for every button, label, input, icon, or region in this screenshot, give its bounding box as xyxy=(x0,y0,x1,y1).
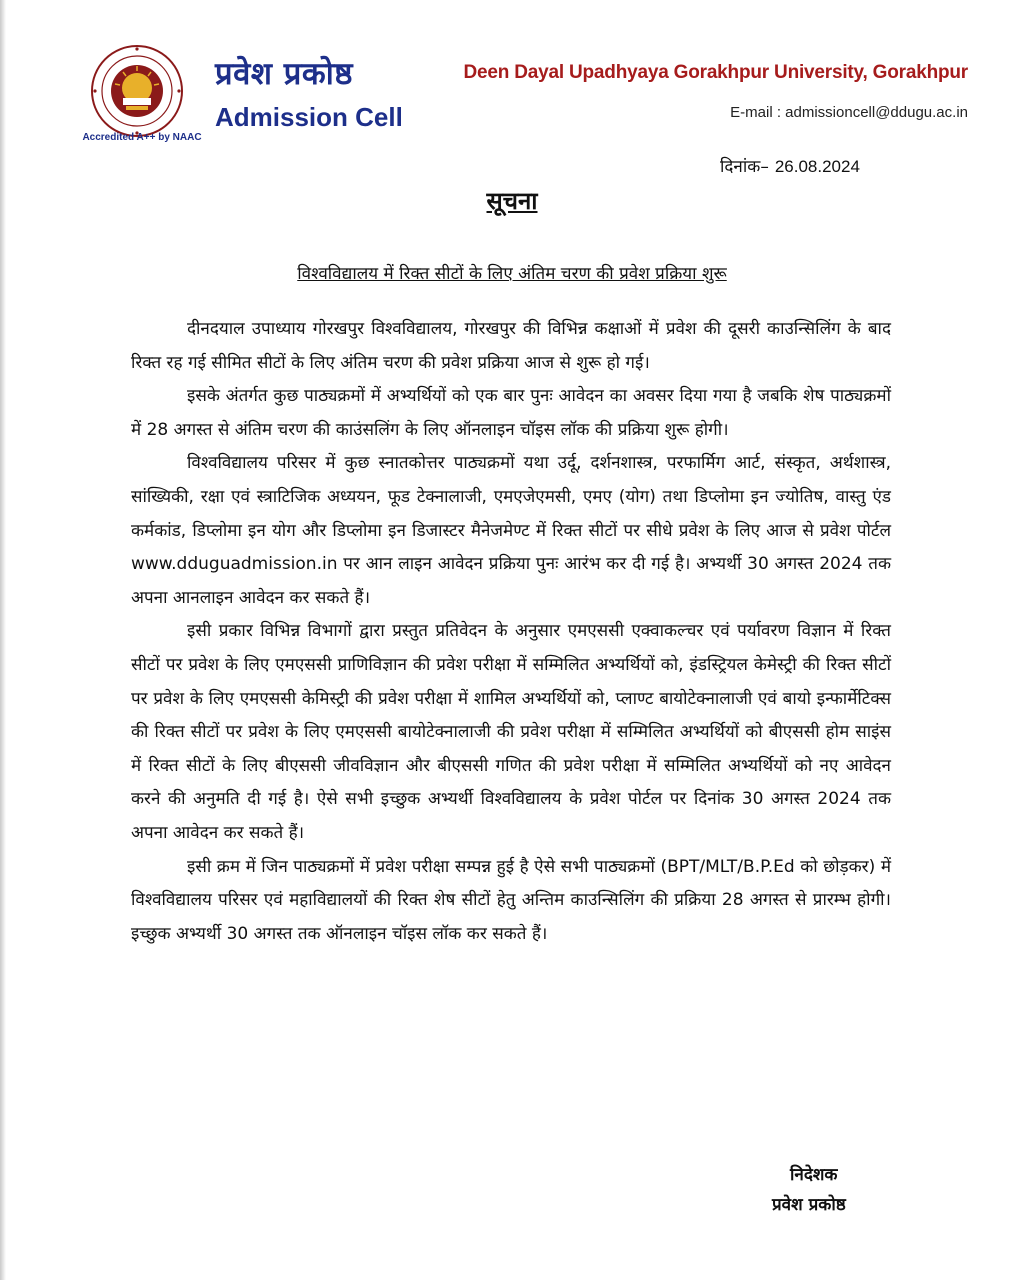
university-name: Deen Dayal Upadhyaya Gorakhpur University, Gorakhpur xyxy=(463,62,968,83)
notice-title: सूचना xyxy=(486,187,538,215)
notice-date xyxy=(720,154,860,177)
paragraph: दीनदयाल उपाध्याय गोरखपुर विश्वविद्यालय, गोरखपुर की विभिन्न कक्षाओं में प्रवेश की दूसरी काउन्सिलिंग के बाद रिक्त रह गई सीमित सीटों के लिए अंतिम चरण की प्रवेश प्रक्रिया आज से शुरू हो गई। xyxy=(131,319,891,373)
paragraph: इसी क्रम में जिन पाठ्यक्रमों में प्रवेश परीक्षा सम्पन्न हुई है ऐसे सभी पाठ्यक्रमों (BPT/MLT/B.P.Ed को छोड़कर) में विश्वविद्यालय परिसर एवं महाविद्यालयों की रिक्त शेष सीटों हेतु अन्तिम काउन्सिलिंग की प्रक्रिया 28 अगस्त से प्रारम्भ होगी। इच्छुक अभ्यर्थी 30 अगस्त तक ऑनलाइन चॉइस लॉक कर सकते हैं। xyxy=(131,856,891,944)
notice-subject: विश्वविद्यालय में रिक्त सीटों के लिए अंतिम चरण की प्रवेश प्रक्रिया शुरू xyxy=(297,264,727,284)
office-title-hindi: प्रवेश प्रकोष्ठ xyxy=(215,56,353,92)
contact-email: E-mail : admissioncell@ddugu.ac.in xyxy=(730,104,968,121)
paragraph: इसी प्रकार विभिन्न विभागों द्वारा प्रस्तुत प्रतिवेदन के अनुसार एमएससी एक्वाकल्चर एवं पर्यावरण विज्ञान में रिक्त सीटों पर प्रवेश के लिए एमएससी प्राणिविज्ञान की प्रवेश परीक्षा में सम्मिलित अभ्यर्थियों को, इंडस्ट्रियल केमेस्ट्री की रिक्त सीटों पर प्रवेश के लिए एमएससी केमिस्ट्री की प्रवेश परीक्षा में शामिल अभ्यर्थियों को, प्लाण्ट बायोटेक्नालाजी एवं बायो इन्फार्मेटिक्स की रिक्त सीटों पर प्रवेश के लिए एमएससी बायोटेक्नालाजी की प्रवेश परीक्षा में सम्मिलित अभ्यर्थियों को बीएससी होम साइंस में रिक्त सीटों के लिए बीएससी जीवविज्ञान और बीएससी गणित की प्रवेश परीक्षा में सम्मिलित अभ्यर्थियों को नए आवेदन करने की अनुमति दी गई है। ऐसे सभी इच्छुक अभ्यर्थी विश्वविद्यालय के प्रवेश पोर्टल पर दिनांक 30 अगस्त 2024 तक अपना आवेदन कर सकते हैं। xyxy=(131,621,891,843)
date-label: दिनांक– xyxy=(720,157,769,177)
signature-block xyxy=(772,1160,846,1220)
university-logo-icon xyxy=(90,44,184,138)
date-value: 26.08.2024 xyxy=(774,157,860,176)
office-title-english: Admission Cell xyxy=(215,102,403,132)
notice-body xyxy=(131,313,891,951)
signatory-designation: निदेशक xyxy=(790,1165,838,1185)
naac-accreditation: Accredited A++ by NAAC xyxy=(82,132,202,143)
signatory-office: प्रवेश प्रकोष्ठ xyxy=(772,1195,846,1215)
paragraph: विश्वविद्यालय परिसर में कुछ स्नातकोत्तर पाठ्यक्रमों यथा उर्दू, दर्शनशास्त्र, परफार्मिग आर्ट, संस्कृत, अर्थशास्त्र, सांख्यिकी, रक्षा एवं स्त्राटिजिक अध्ययन, फूड टेक्नालाजी, एमएजेएमसी, एमए (योग) तथा डिप्लोमा इन ज्योतिष, वास्तु एंड कर्मकांड, डिप्लोमा इन योग और डिप्लोमा इन डिजास्टर मैनेजमेण्ट में रिक्त सीटों पर सीधे प्रवेश के लिए आज से प्रवेश पोर्टल www.dduguadmission.in पर आन लाइन आवेदन प्रक्रिया पुनः आरंभ कर दी गई है। अभ्यर्थी 30 अगस्त 2024 तक अपना आनलाइन आवेदन कर सकते हैं। xyxy=(131,453,891,608)
paragraph: इसके अंतर्गत कुछ पाठ्यक्रमों में अभ्यर्थियों को एक बार पुनः आवेदन का अवसर दिया गया है जबकि शेष पाठ्यक्रमों में 28 अगस्त से अंतिम चरण की काउंसलिंग के लिए ऑनलाइन चॉइस लॉक की प्रक्रिया शुरू होगी। xyxy=(131,386,891,440)
